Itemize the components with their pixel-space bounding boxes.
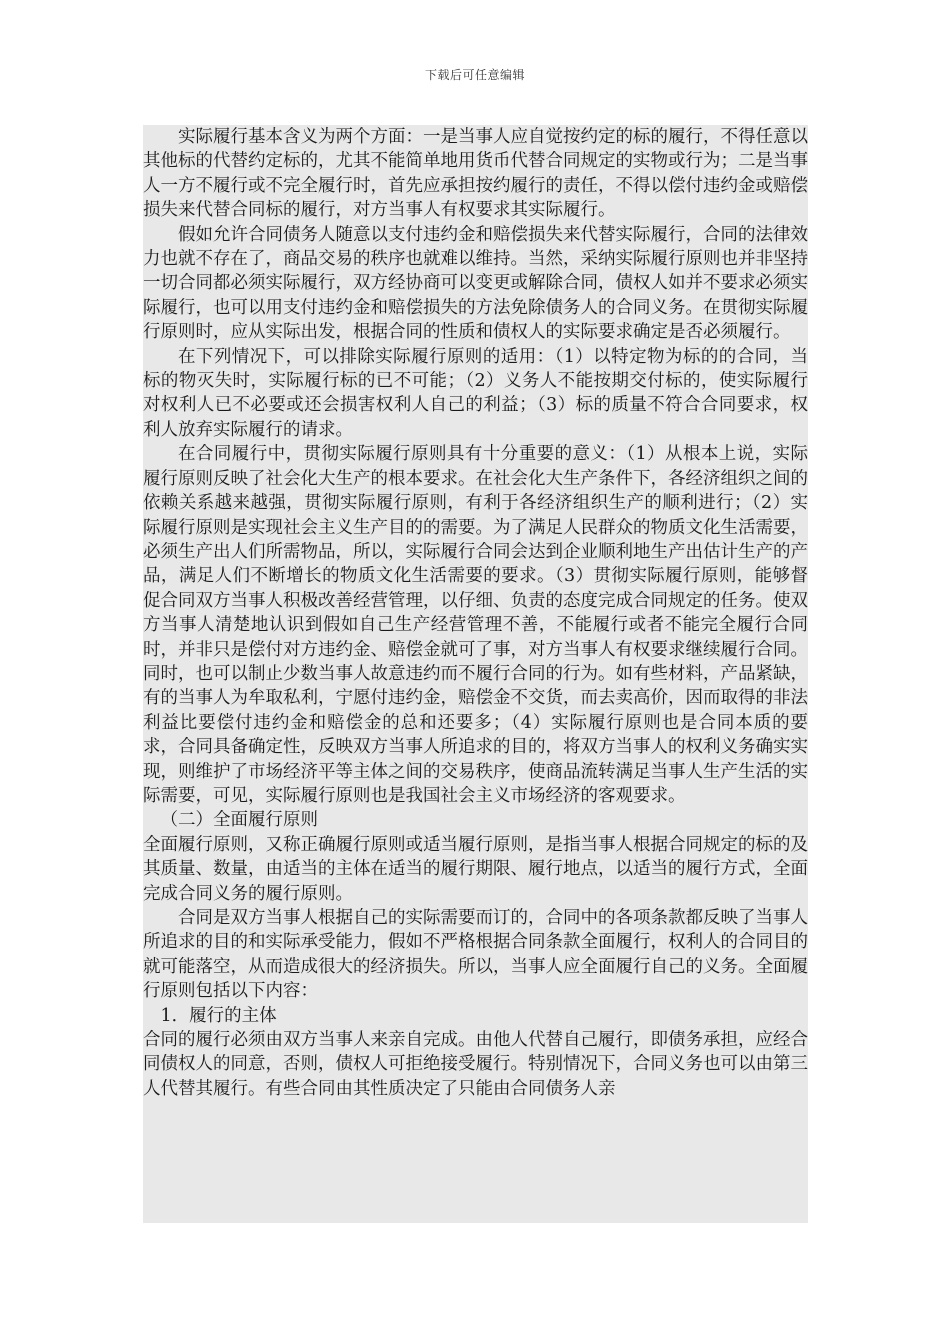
- paragraph-3: 在下列情况下，可以排除实际履行原则的适用：（1）以特定物为标的的合同，当标的物灭失时，实际履行标的已不可能；（2）义务人不能按期交付标的，使实际履行对权利人已不必要或还会损害权利人自己的利益；（3）标的质量不符合合同要求，权利人放弃实际履行的请求。: [143, 346, 808, 440]
- paragraph-6: 合同是双方当事人根据自己的实际需要而订的，合同中的各项条款都反映了当事人所追求的目的和实际承受能力，假如不严格根据合同条款全面履行，权利人的合同目的就可能落空，从而造成很大的经济损失。所以，当事人应全面履行自己的义务。全面履行原则包括以下内容：: [143, 908, 808, 1002]
- subsection-heading-subject: 1．履行的主体: [160, 1005, 277, 1026]
- paragraph-7: 合同的履行必须由双方当事人来亲自完成。由他人代替自己履行，即债务承担，应经合同债权人的同意，否则，债权人可拒绝接受履行。特别情况下，合同义务也可以由第三人代替其履行。有些合同由其性质决定了只能由合同债务人亲: [143, 1030, 808, 1099]
- paragraph-4: 在合同履行中，贯彻实际履行原则具有十分重要的意义：（1）从根本上说，实际履行原则反映了社会化大生产的根本要求。在社会化大生产条件下，各经济组织之间的依赖关系越来越强，贯彻实际履行原则，有利于各经济组织生产的顺利进行；（2）实际履行原则是实现社会主义生产目的的需要。为了满足人民群众的物质文化生活需要，必须生产出人们所需物品，所以，实际履行合同会达到企业顺利地生产出估计生产的产品，满足人们不断增长的物质文化生活需要的要求。（3）贯彻实际履行原则，能够督促合同双方当事人积极改善经营管理，以仔细、负责的态度完成合同规定的任务。使双方当事人清楚地认识到假如自己生产经营管理不善，不能履行或者不能完全履行合同时，并非只是偿付对方违约金、赔偿金就可了事，对方当事人有权要求继续履行合同。同时，也可以制止少数当事人故意违约而不履行合同的行为。如有些材料，产品紧缺，有的当事人为牟取私利，宁愿付违约金，赔偿金不交货，而去卖高价，因而取得的非法利益比要偿付违约金和赔偿金的总和还要多；（4）实际履行原则也是合同本质的要求，合同具备确定性，反映双方当事人所追求的目的，将双方当事人的权利义务确实实现，则维护了市场经济平等主体之间的交易秩序，使商品流转满足当事人生产生活的实际需要，可见，实际履行原则也是我国社会主义市场经济的客观要求。: [143, 444, 808, 806]
- section-heading-full-performance: （二）全面履行原则: [160, 810, 318, 831]
- paragraph-1: 实际履行基本含义为两个方面：一是当事人应自觉按约定的标的履行，不得任意以其他标的代替约定标的，尤其不能简单地用货币代替合同规定的实物或行为；二是当事人一方不履行或不完全履行时，首先应承担按约履行的责任，不得以偿付违约金或赔偿损失来代替合同标的履行，对方当事人有权要求其实际履行。: [143, 127, 808, 221]
- paragraph-5: 全面履行原则，又称正确履行原则或适当履行原则，是指当事人根据合同规定的标的及其质量、数量，由适当的主体在适当的履行期限、履行地点，以适当的履行方式，全面完成合同义务的履行原则。: [143, 834, 808, 904]
- paragraph-2: 假如允许合同债务人随意以支付违约金和赔偿损失来代替实际履行，合同的法律效力也就不存在了，商品交易的秩序也就难以维持。当然，采纳实际履行原则也并非坚持一切合同都必须实际履行，双方经协商可以变更或解除合同，债权人如并不要求必须实际履行，也可以用支付违约金和赔偿损失的方法免除债务人的合同义务。在贯彻实际履行原则时，应从实际出发，根据合同的性质和债权人的实际要求确定是否必须履行。: [143, 224, 808, 343]
- page-header-note: 下载后可任意编辑: [424, 68, 525, 82]
- document-body: [143, 125, 808, 1223]
